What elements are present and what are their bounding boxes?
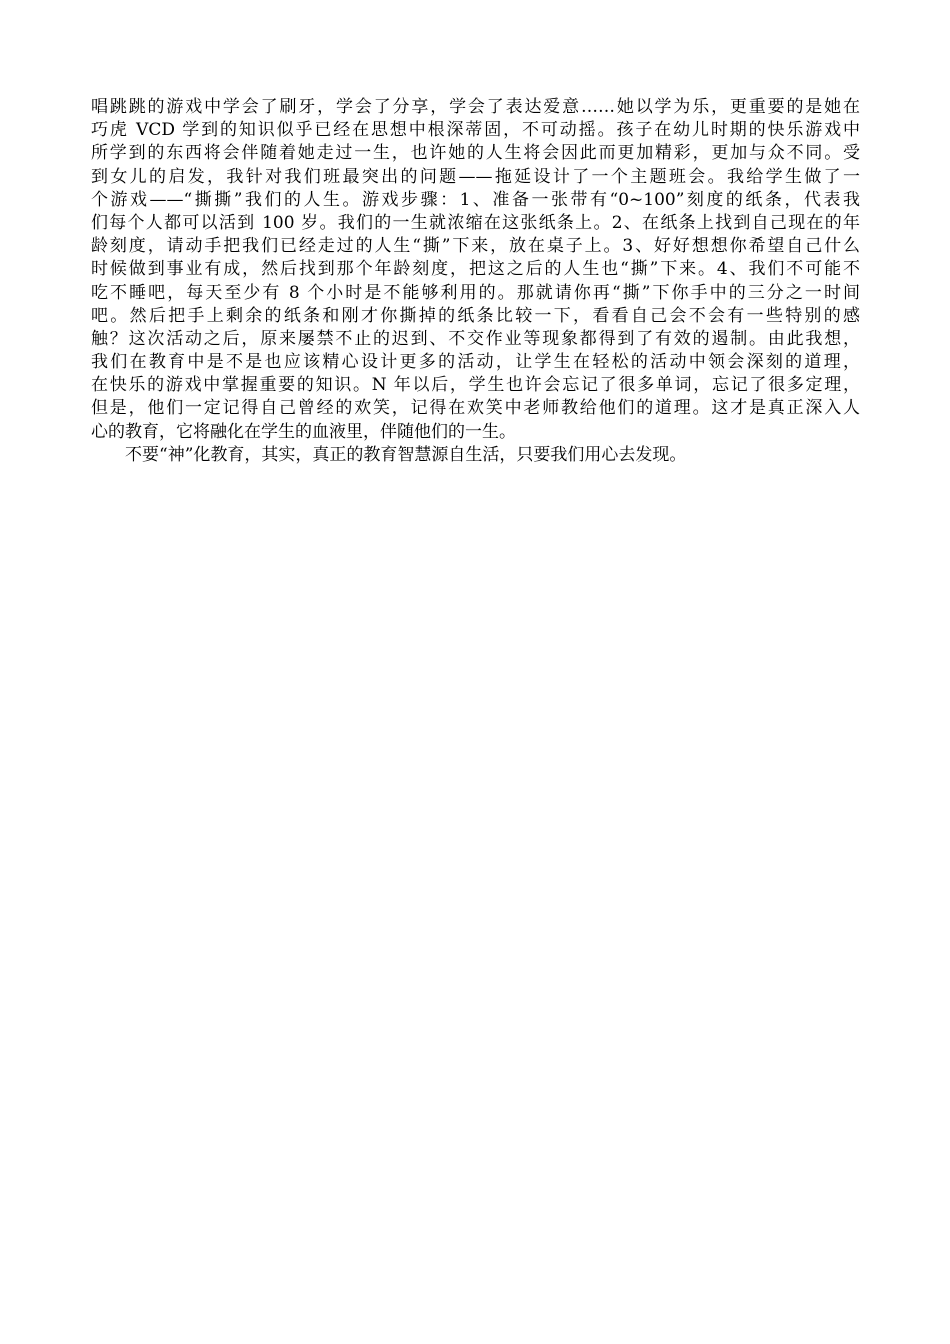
paragraph-2 bbox=[91, 444, 860, 467]
paragraph-line: 触？这次活动之后，原来屡禁不止的迟到、不交作业等现象都得到了有效的遏制。由此我想， bbox=[91, 328, 860, 349]
paragraph-line: 巧虎 VCD 学到的知识似乎已经在思想中根深蒂固，不可动摇。孩子在幼儿时期的快乐游戏中 bbox=[91, 120, 860, 141]
paragraph-line: 所学到的东西将会伴随着她走过一生，也许她的人生将会因此而更加精彩，更加与众不同。受 bbox=[91, 143, 860, 164]
paragraph-line: 在快乐的游戏中掌握重要的知识。N 年以后，学生也许会忘记了很多单词，忘记了很多定理， bbox=[91, 375, 860, 396]
paragraph-1 bbox=[91, 96, 860, 444]
paragraph-line: 唱跳跳的游戏中学会了刷牙，学会了分享，学会了表达爱意……她以学为乐，更重要的是她在 bbox=[91, 97, 860, 117]
paragraph-line: 们每个人都可以活到 100 岁。我们的一生就浓缩在这张纸条上。2、在纸条上找到自己现在的年 bbox=[91, 212, 860, 233]
paragraph-line: 不要“神”化教育，其实，真正的教育智慧源自生活，只要我们用心去发现。 bbox=[125, 444, 687, 465]
paragraph-line: 时候做到事业有成，然后找到那个年龄刻度，把这之后的人生也“撕”下来。4、我们不可能不 bbox=[91, 259, 860, 280]
paragraph-line: 心的教育，它将融化在学生的血液里，伴随他们的一生。 bbox=[91, 421, 516, 442]
paragraph-line: 吃不睡吧，每天至少有 8 个小时是不能够利用的。那就请你再“撕”下你手中的三分之一时间 bbox=[91, 282, 860, 303]
paragraph-line: 我们在教育中是不是也应该精心设计更多的活动，让学生在轻松的活动中领会深刻的道理， bbox=[91, 352, 860, 373]
paragraph-line: 龄刻度，请动手把我们已经走过的人生“撕”下来，放在桌子上。3、好好想想你希望自己什么 bbox=[91, 236, 860, 257]
paragraph-line: 但是，他们一定记得自己曾经的欢笑，记得在欢笑中老师教给他们的道理。这才是真正深入人 bbox=[91, 398, 860, 419]
document-body bbox=[91, 96, 860, 467]
paragraph-line: 到女儿的启发，我针对我们班最突出的问题——拖延设计了一个主题班会。我给学生做了一 bbox=[91, 166, 860, 187]
paragraph-line: 个游戏——“撕撕”我们的人生。游戏步骤：1、准备一张带有“0~100”刻度的纸条，代表我 bbox=[91, 189, 860, 210]
paragraph-line: 吧。然后把手上剩余的纸条和刚才你撕掉的纸条比较一下，看看自己会不会有一些特别的感 bbox=[91, 305, 860, 326]
